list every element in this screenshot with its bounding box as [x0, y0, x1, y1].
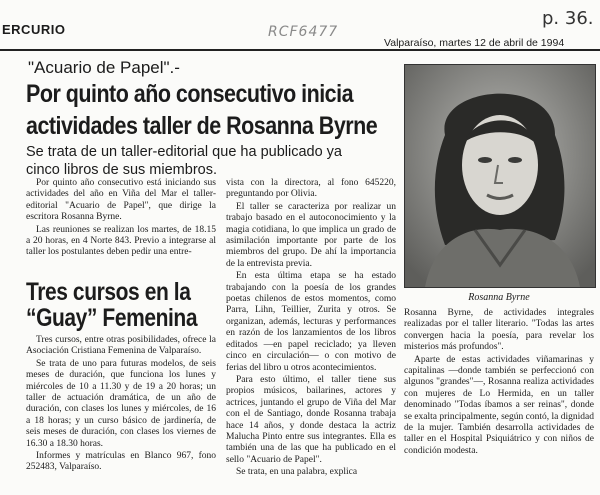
kicker: "Acuario de Papel".-: [28, 58, 180, 77]
paragraph: El taller se caracteriza por realizar un trabajo basado en el autoconocimiento y la magia cotidiana, lo que implica un grado de asimilación importante por parte de los miembros del grupo. De ahí la importancia de la entrevista previa.: [226, 201, 396, 269]
column-2: [226, 178, 396, 479]
paragraph: vista con la directora, al fono 645220, preguntando por Olivia.: [226, 178, 396, 200]
subhead-line-2: “Guay” Femenina: [26, 304, 198, 332]
paper-name: ERCURIO: [2, 22, 66, 37]
paragraph: Rosanna Byrne, de actividades integrales realizadas por el taller literario. "Todas las artes convergen hacia la poesía, para revelar los misterios más profundos".: [404, 308, 594, 353]
paragraph: Informes y matrículas en Blanco 967, fono 252483, Valparaíso.: [26, 451, 216, 473]
subhead-line-1: Tres cursos en la: [26, 278, 191, 306]
paragraph: En esta última etapa se ha estado trabajando con la poesía de los grandes poetas chilenos de estos momentos, como Parra, Lihn, Teillier, Zurita y otros. Se organizan, además, lecturas y performances en razón de los lanzamientos de los libros editados —en papel reciclado; ya lleven cinco en circulación— o con motivo de ferias del libro u otros acontecimientos.: [226, 271, 396, 373]
portrait-illustration: [405, 65, 595, 287]
column-3: [404, 308, 594, 457]
paragraph: Se trata de uno para futuras modelos, de seis meses de duración, que funciona los lunes y miércoles de 10 a 11.30 y de 19 a 20 horas; un taller de actuación dramática, de un año de duración, con clases los lunes y miércoles, de 16 a 18 horas; y un curso básico de jardinería, de seis meses de duración, con clases los viernes de 16.30 a 18.30 horas.: [26, 358, 216, 449]
headline-line-2: actividades taller de Rosanna Byrne: [26, 112, 378, 140]
deck-line-2: cinco libros de sus miembros.: [26, 162, 217, 178]
paragraph: Por quinto año consecutivo está iniciando sus actividades del año en Viña del Mar el taller-editorial "Acuario de Papel", que dirige la escritora Rosanna Byrne.: [26, 178, 216, 223]
paragraph: Las reuniones se realizan los martes, de 18.15 a 20 horas, en 4 Norte 843. Previo a integrarse al taller los postulantes deben pedir una entre-: [26, 224, 216, 258]
photo-caption: Rosanna Byrne: [468, 292, 530, 303]
page-annotation: p. 36.: [542, 8, 594, 29]
paragraph: Para esto último, el taller tiene sus propios músicos, bailarines, actores y actrices, juntando el grupo de Viña del Mar con el de Santiago, donde Rosanna trabaja hace 14 años, y donde destaca la actriz Malucha Pinto entre sus integrantes. Ella es también una de las que ha publicado en el sello "Acuario de Papel".: [226, 374, 396, 465]
column-1-body: [26, 335, 216, 474]
headline-line-1: Por quinto año consecutivo inicia: [26, 80, 354, 108]
masthead-rule: [0, 49, 600, 51]
column-1-intro: [26, 178, 216, 259]
portrait-photo: [404, 64, 596, 288]
dateline: Valparaíso, martes 12 de abril de 1994: [384, 37, 565, 49]
deck-line-1: Se trata de un taller-editorial que ha publicado ya: [26, 144, 342, 160]
archive-stamp: RCF6477: [268, 24, 339, 40]
paragraph: Aparte de estas actividades viñamarinas y capitalinas —donde también se perfeccionó con algunos "grandes"—, Rosanna realiza actividades con mujeres de Lo Hermida, en un taller denominado "Todas íbamos a ser reinas", donde se exalta principalmente, según contó, la dignidad de la mujer. También desarrolla actividades de taller en el Hospital Psiquiátrico y con niños de condición modesta.: [404, 354, 594, 456]
paragraph: Se trata, en una palabra, explica: [236, 467, 358, 478]
paragraph: Tres cursos, entre otras posibilidades, ofrece la Asociación Cristiana Femenina de Valparaíso.: [26, 335, 216, 357]
